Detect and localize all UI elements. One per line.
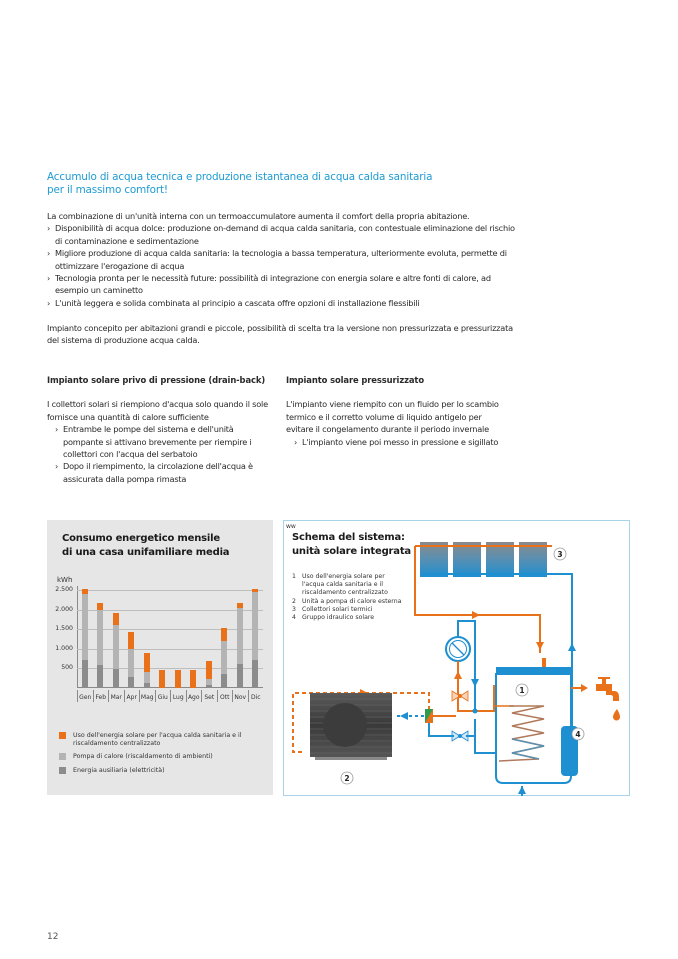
intro-lead: La combinazione di un'unità interna con un termoaccumulatore aumenta il comfort della propria abitazione. (47, 211, 470, 221)
diagram-tag: ww (286, 523, 296, 530)
drain-back-text: I collettori solari si riempiono d'acqua solo quando il sole fornisce una quantità di calore sufficiente (47, 399, 268, 422)
x-tick-label: Ago (186, 690, 202, 702)
x-tick-label: Giu (155, 690, 171, 702)
hot-water-tap-icon (596, 677, 620, 721)
diagram-key-item (292, 598, 402, 606)
energy-consumption-chart (47, 520, 273, 795)
diagram-title-line-1: Schema del sistema: (292, 532, 405, 543)
bar-feb (97, 603, 103, 688)
x-tick-label: Apr (124, 690, 140, 702)
intro-bullet: › Tecnologia pronta per le necessità future: possibilità di integrazione con energia solare e altre fonti di calore, ad esempio un caminetto (47, 272, 517, 297)
system-versions-paragraph: Impianto concepito per abitazioni grandi e piccole, possibilità di scelta tra la versione non pressurizzata e pressurizzata del sistema di produzione acqua calda. (47, 323, 513, 346)
bar-lug (175, 670, 181, 688)
bar-segment (128, 649, 134, 677)
bar-segment (144, 672, 150, 684)
diagram-title (292, 531, 411, 559)
section-heading (47, 171, 507, 197)
intro-bullet: › Migliore produzione di acqua calda sanitaria: la tecnologia a bassa temperatura, ulteriormente evoluta, permette di ottimizzare l'erogazione di acqua (47, 247, 517, 272)
gridline (77, 610, 263, 611)
key-number: 2 (292, 597, 296, 605)
bar-segment (97, 610, 103, 665)
bar-segment (206, 685, 212, 688)
bar-segment (82, 660, 88, 688)
gridline (77, 649, 263, 650)
bar-gen (82, 589, 88, 688)
page-number: 12 (47, 932, 59, 942)
y-tick-label: 1.000 (55, 644, 73, 652)
heading-line-1: Accumulo di acqua tecnica e produzione istantanea di acqua calda sanitaria (47, 171, 433, 183)
bar-segment (221, 641, 227, 674)
bar-segment (237, 608, 243, 664)
bar-segment (128, 632, 134, 649)
heat-pump-outdoor-unit-icon (310, 693, 392, 760)
x-tick-label: Ott (217, 690, 233, 702)
mixing-valve-icon (452, 691, 468, 701)
bar-giu (159, 670, 165, 688)
x-tick-label: Lug (170, 690, 186, 702)
system-schematic-svg (284, 521, 631, 797)
bar-segment (190, 670, 196, 688)
bar-segment (252, 660, 258, 688)
bar-segment (113, 625, 119, 669)
bar-segment (206, 661, 212, 679)
pressurized-text: L'impianto viene riempito con un fluido per lo scambio termico e il corretto volume di liquido antigelo per evitare il congelamento durante il periodo invernale (286, 399, 499, 435)
svg-text:1: 1 (519, 686, 525, 695)
bar-segment (113, 613, 119, 625)
intro-bullet: › L'unità leggera e solida combinata al principio a cascata offre opzioni di installazione flessibili (47, 297, 517, 309)
bar-segment (237, 664, 243, 688)
drain-back-bullets (47, 423, 272, 485)
solar-collectors-icon (415, 542, 552, 577)
drain-back-title: Impianto solare privo di pressione (drain-back) (47, 375, 266, 385)
legend-label: Energia ausiliaria (elettricità) (73, 766, 165, 774)
gridline (77, 590, 263, 591)
bar-segment (252, 592, 258, 659)
legend-swatch-auxiliary (59, 767, 66, 774)
diagram-key-item (292, 614, 402, 622)
storage-tank-icon (494, 658, 581, 796)
legend-swatch-solar (59, 732, 66, 739)
bar-segment (144, 683, 150, 688)
x-tick-label: Feb (93, 690, 109, 702)
drain-back-bullet: › Dopo il riempimento, la circolazione dell'acqua è assicurata dalla pompa rimasta (47, 460, 272, 485)
pressurized-bullet: › L'impianto viene poi messo in pressione e sigillato (286, 436, 511, 448)
bar-mag (144, 653, 150, 688)
y-tick-label: 500 (61, 664, 73, 672)
bar-segment (221, 674, 227, 689)
chart-title (62, 532, 232, 560)
svg-text:4: 4 (575, 730, 581, 739)
key-text: Collettori solari termici (302, 605, 373, 613)
legend-item-heat-pump (59, 753, 264, 761)
bar-segment (175, 670, 181, 688)
chart-plot-area (55, 585, 263, 701)
bar-segment (113, 669, 119, 688)
bar-apr (128, 632, 134, 688)
bar-segment (144, 653, 150, 671)
gridline (77, 668, 263, 669)
intro-block (47, 210, 517, 309)
bar-segment (97, 603, 103, 610)
x-axis (77, 687, 263, 688)
y-axis-unit: kWh (57, 576, 73, 584)
x-tick-label: Nov (232, 690, 248, 702)
diverter-valve-icon (452, 731, 468, 741)
chart-title-text: Consumo energetico mensile di una casa unifamiliare media (62, 533, 230, 558)
x-tick-label: Set (201, 690, 217, 702)
x-tick-label: Gen (77, 690, 93, 702)
x-tick-label: Dic (248, 690, 264, 702)
y-tick-label: 2.000 (55, 605, 73, 613)
pressurized-bullets (286, 436, 511, 448)
diagram-key-item (292, 573, 402, 598)
key-number: 4 (292, 614, 296, 622)
bar-segment (97, 665, 103, 688)
pressurized-column (286, 374, 511, 448)
legend-item-auxiliary (59, 767, 264, 775)
system-diagram (283, 520, 630, 796)
heading-line-2: per il massimo comfort! (47, 184, 168, 196)
bar-mar (113, 613, 119, 688)
legend-label: Uso dell'energia solare per l'acqua calda sanitaria e il riscaldamento centralizzato (73, 732, 242, 748)
bar-ago (190, 670, 196, 688)
y-axis (77, 586, 78, 688)
gridline (77, 629, 263, 630)
x-tick-label: Mag (139, 690, 155, 702)
bar-segment (82, 594, 88, 660)
y-tick-label: 2.500 (55, 585, 73, 593)
key-text: Unità a pompa di calore esterna (302, 597, 402, 605)
intro-bullet: › Disponibilità di acqua dolce: produzione on-demand di acqua calda sanitaria, con contestuale eliminazione del rischio di contaminazione e sedimentazione (47, 222, 517, 247)
diagram-title-line-2: unità solare integrata (292, 546, 411, 557)
legend-item-solar (59, 732, 264, 748)
bar-segment (221, 628, 227, 641)
svg-text:3: 3 (557, 550, 563, 559)
drain-back-column (47, 374, 272, 485)
bar-segment (128, 677, 134, 688)
bar-nov (237, 603, 243, 688)
pressurized-title: Impianto solare pressurizzato (286, 375, 424, 385)
bar-set (206, 661, 212, 688)
key-text: Uso dell'energia solare per l'acqua calda sanitaria e il riscaldamento centralizzato (302, 573, 388, 597)
legend-label: Pompa di calore (riscaldamento di ambienti) (73, 753, 213, 761)
key-text: Gruppo idraulico solare (302, 614, 375, 622)
diagram-key-item (292, 606, 402, 614)
key-number: 3 (292, 605, 296, 613)
bar-segment (159, 670, 165, 688)
diagram-key-list (292, 573, 402, 622)
bar-dic (252, 589, 258, 688)
intro-bullet-list (47, 222, 517, 309)
drain-back-bullet: › Entrambe le pompe del sistema e dell'unità pompante si attivano brevemente per riempire i collettori con l'acqua del serbatoio (47, 423, 272, 460)
x-tick-label: Mar (108, 690, 124, 702)
y-tick-label: 1.500 (55, 625, 73, 633)
key-number: 1 (292, 573, 296, 580)
svg-text:2: 2 (344, 774, 350, 783)
legend-swatch-heat-pump (59, 753, 66, 760)
chart-legend (59, 732, 264, 780)
bar-ott (221, 628, 227, 688)
